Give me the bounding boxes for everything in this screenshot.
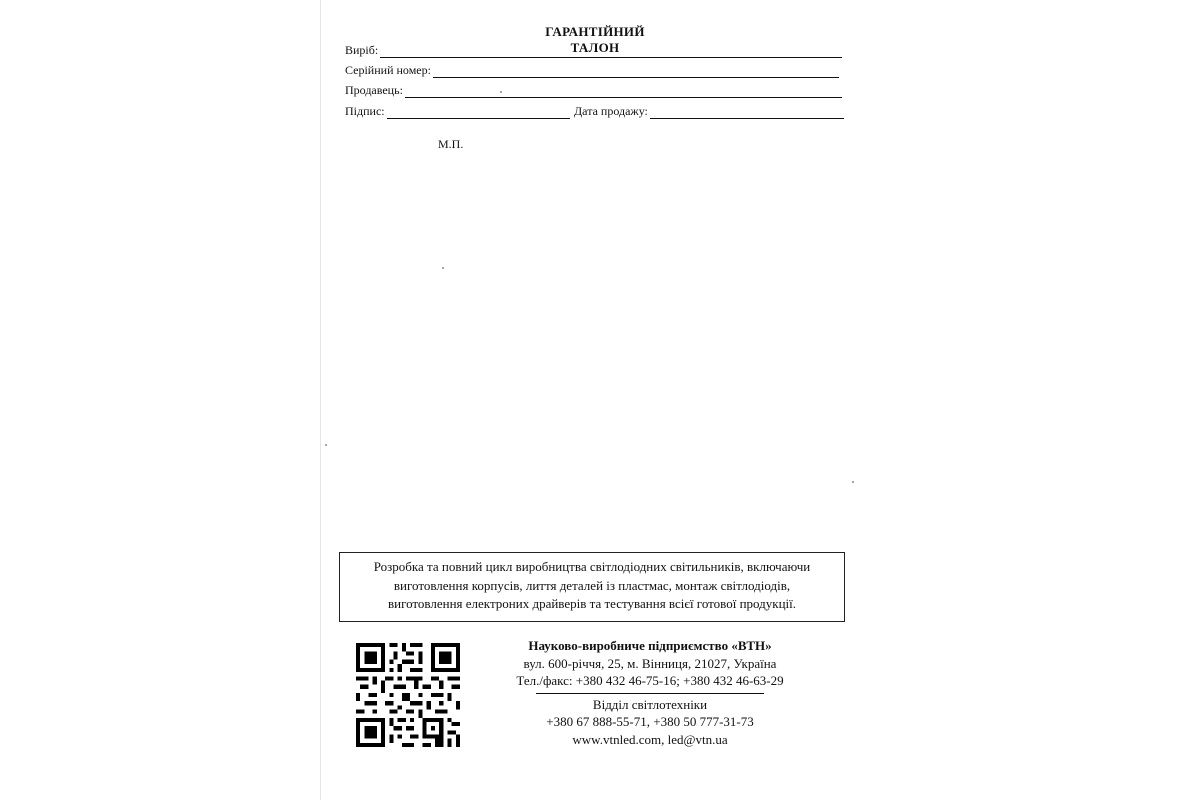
sale-date-label: Дата продажу: (574, 104, 648, 118)
company-info (490, 637, 810, 748)
department-phones: +380 67 888-55-71, +380 50 777-31-73 (546, 714, 754, 729)
scan-speck (442, 267, 444, 269)
scan-speck (852, 481, 854, 483)
department-name: Відділ світлотехніки (592, 696, 708, 712)
about-box (339, 552, 845, 622)
about-line: виготовлення корпусів, лиття деталей із пластмас, монтаж світлодіодів, (393, 577, 791, 593)
seller-line (405, 86, 842, 98)
about-line: виготовлення електроних драйверів та тестування всієї готової продукції. (387, 596, 797, 611)
serial-field (345, 62, 839, 78)
company-phones: Тел./факс: +380 432 46-75-16; +380 432 46-63-29 (516, 673, 784, 688)
signature-label: Підпис: (345, 104, 385, 118)
product-line (380, 46, 842, 58)
company-name: Науково-виробниче підприємство «ВТН» (528, 638, 772, 653)
company-web: www.vtnled.com, led@vtn.ua (572, 731, 728, 747)
serial-label: Серійний номер: (345, 63, 431, 77)
sale-date-line (650, 107, 844, 119)
company-address: вул. 600-річчя, 25, м. Вінниця, 21027, Україна (523, 655, 777, 671)
seller-label: Продавець: (345, 83, 403, 97)
product-field (345, 42, 842, 58)
signature-field (345, 103, 570, 119)
signature-line (387, 107, 570, 119)
about-line: Розробка та повний цикл виробництва світлодіодних світильників, включаючи (373, 559, 811, 574)
warranty-title: ГАРАНТІЙНИЙ ТАЛОН (545, 24, 645, 55)
seller-field (345, 82, 842, 98)
product-label: Виріб: (345, 43, 379, 57)
qr-code-icon (356, 642, 460, 748)
company-divider (536, 693, 764, 694)
scan-speck (500, 91, 502, 93)
sale-date-field (574, 103, 844, 119)
serial-line (433, 66, 839, 78)
scan-speck (325, 444, 327, 446)
stamp-place: М.П. (438, 137, 464, 151)
